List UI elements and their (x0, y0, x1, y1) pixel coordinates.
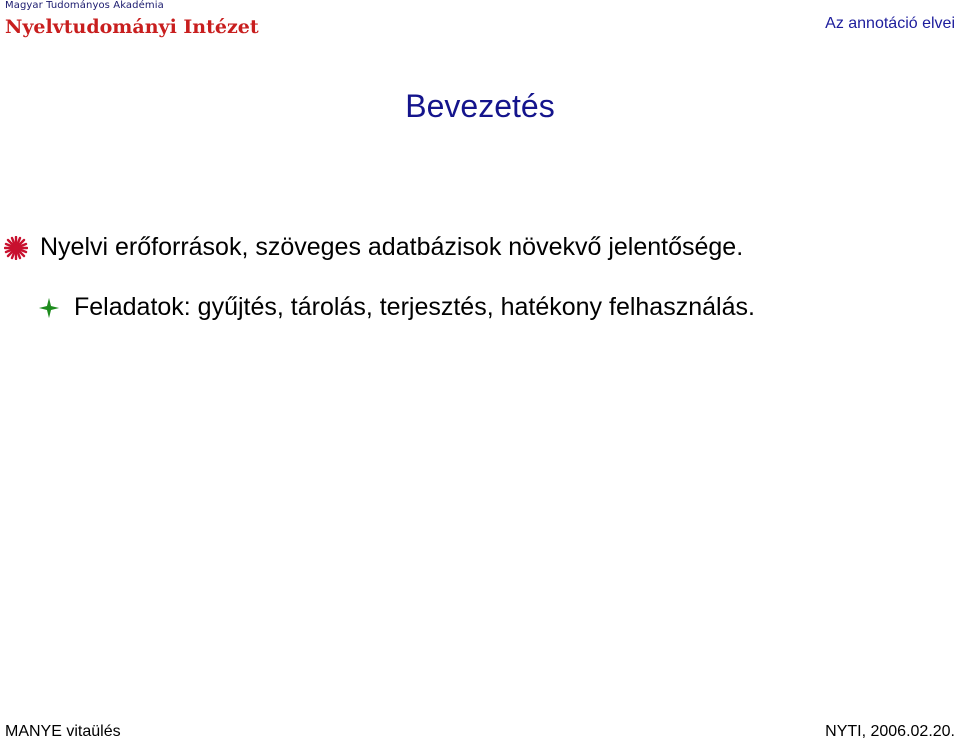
bullet-item-1 (4, 232, 743, 262)
bullet-item-2 (38, 292, 755, 322)
logo-institute-name: Nyelvtudományi Intézet (5, 16, 259, 38)
star-burst-icon (4, 236, 28, 260)
slide-topic: Az annotáció elvei (825, 15, 955, 32)
four-point-star-icon (38, 297, 60, 319)
bullet-text-2: Feladatok: gyűjtés, tárolás, terjesztés, hatékony felhasználás. (74, 293, 755, 321)
logo-academy-name: Magyar Tudományos Akadémia (5, 0, 164, 11)
bullet-text-1: Nyelvi erőforrások, szöveges adatbázisok növekvő jelentősége. (40, 233, 744, 261)
footer-event: MANYE vitaülés (5, 723, 121, 740)
footer-date: NYTI, 2006.02.20. (825, 723, 955, 740)
slide-title: Bevezetés (405, 88, 555, 124)
institute-logo (5, 0, 259, 39)
